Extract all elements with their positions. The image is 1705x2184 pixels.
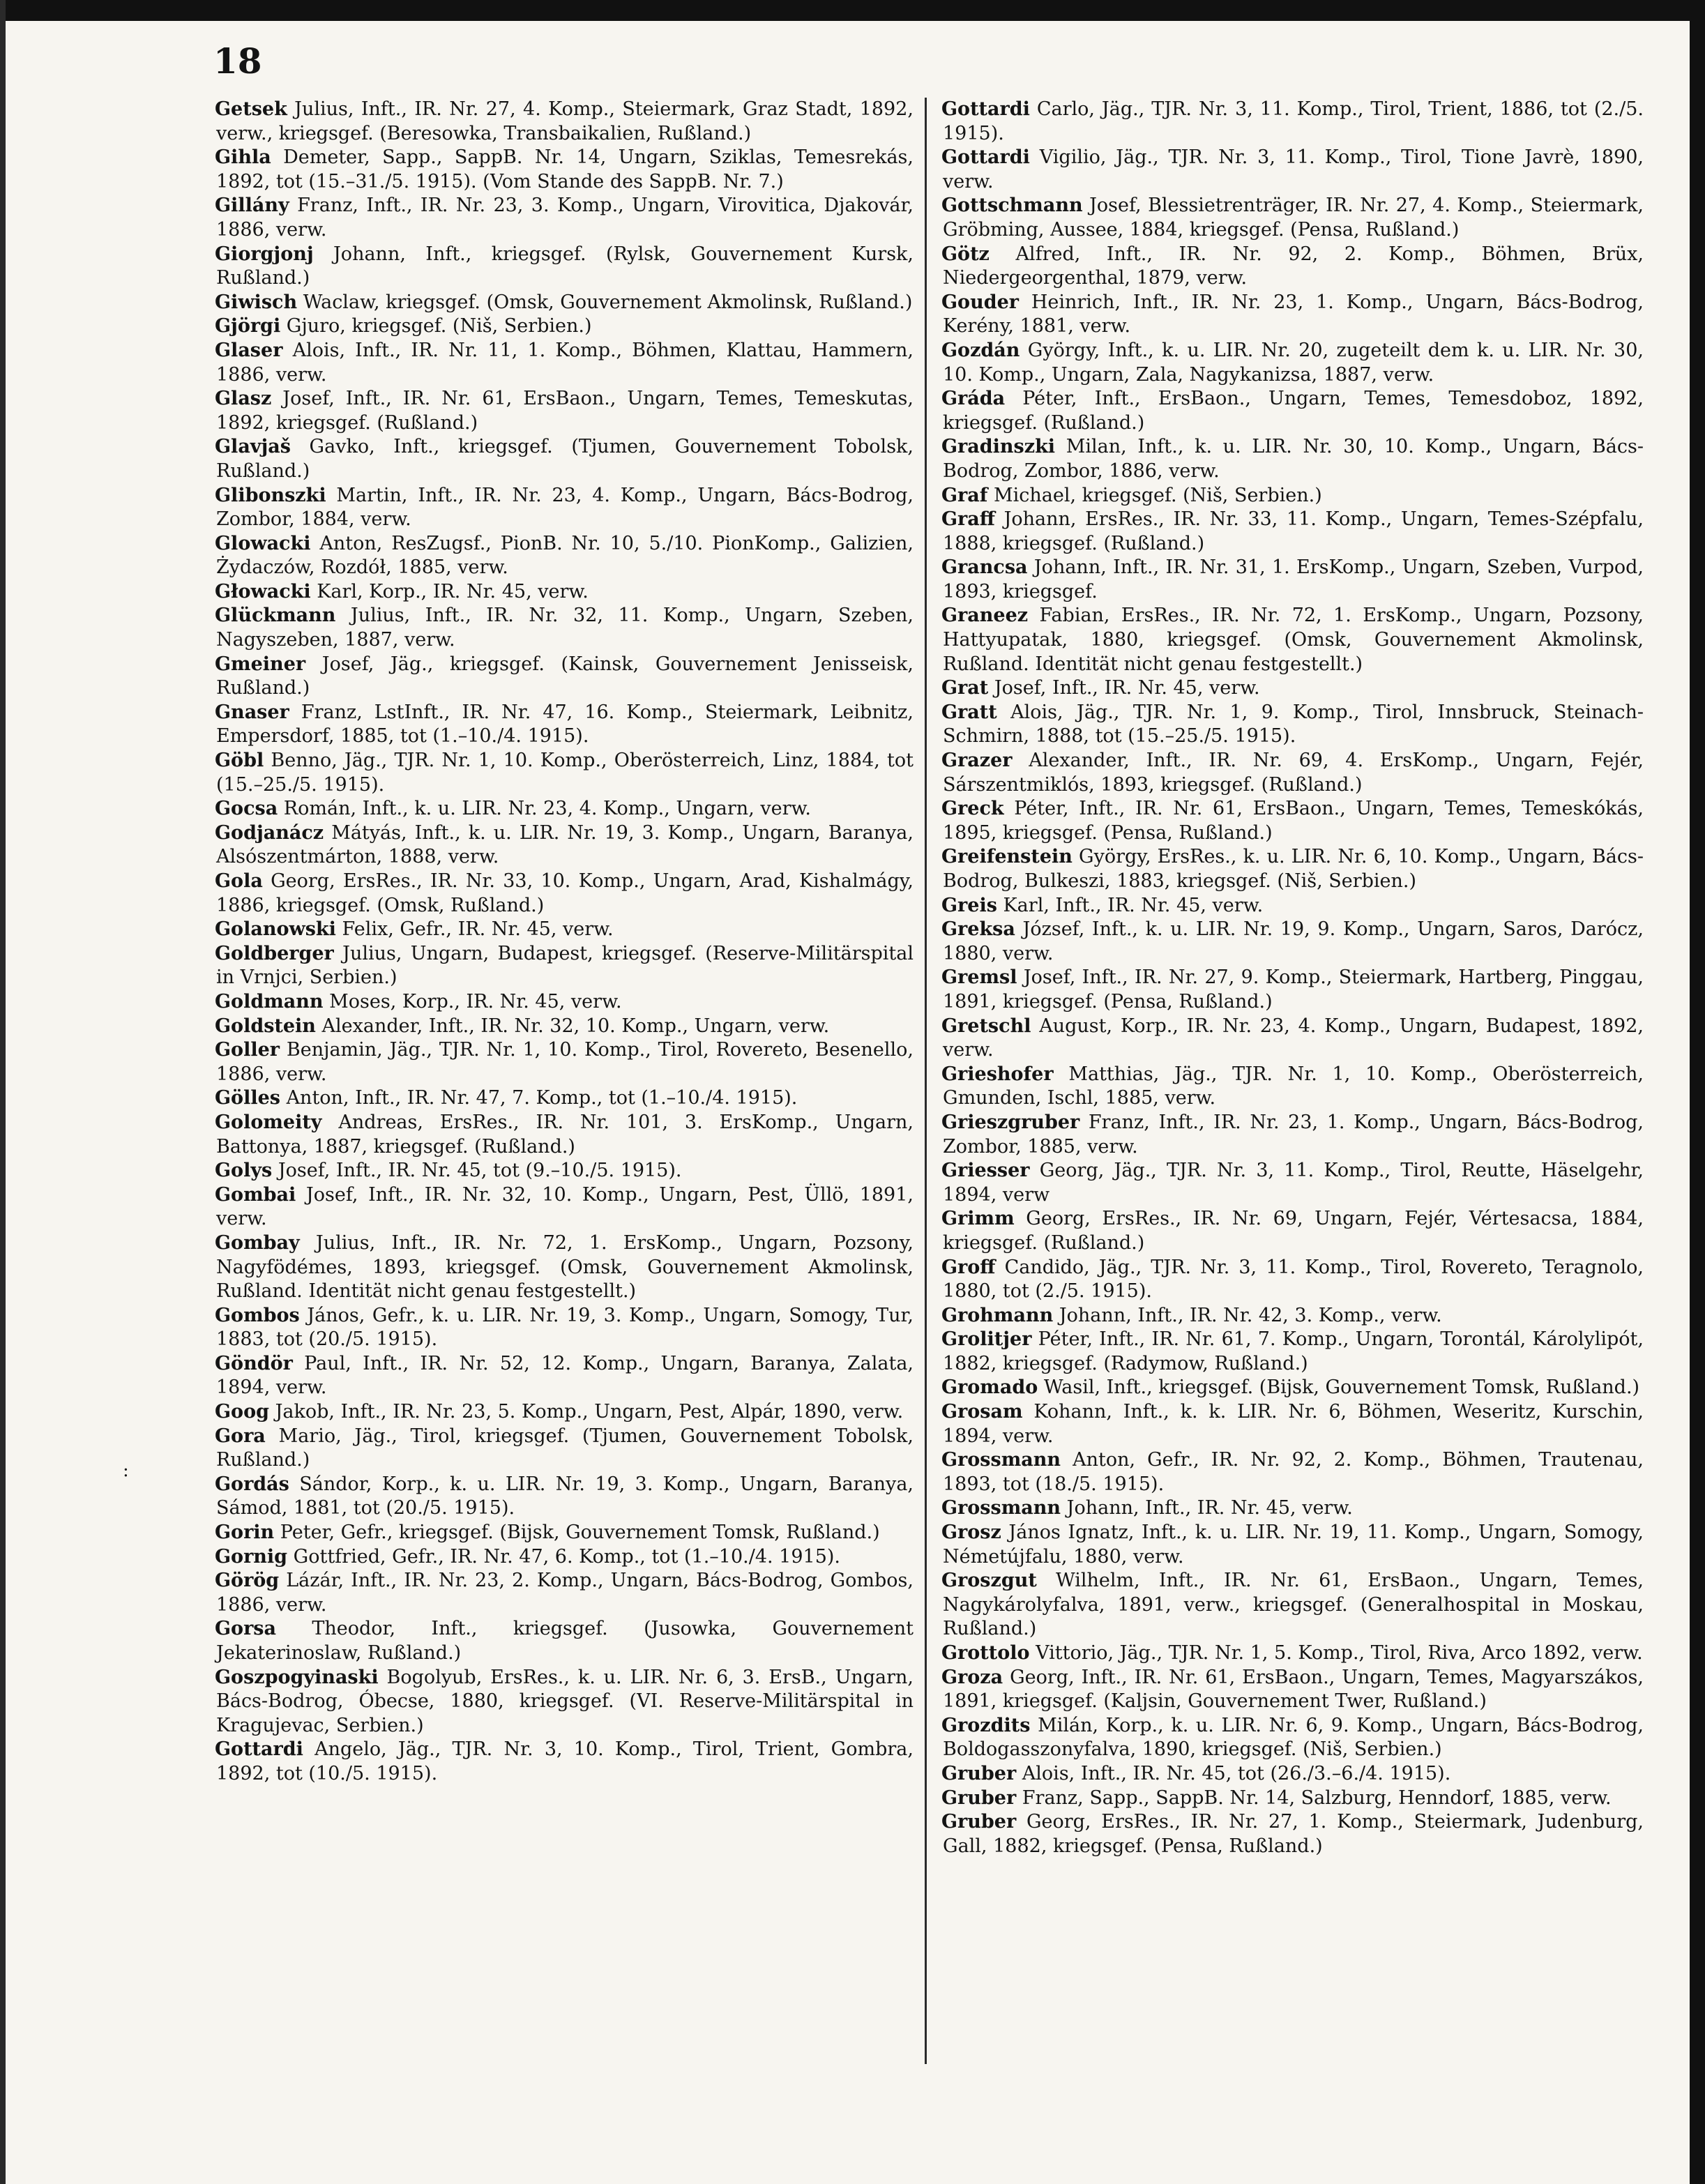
- left-column: [216, 98, 914, 1787]
- entry-details: Matthias, Jäg., TJR. Nr. 1, 10. Komp., Oberösterreich, Gmunden, Ischl, 1885, verw.: [943, 1063, 1644, 1109]
- entry-surname: Greck: [941, 798, 1004, 820]
- register-entry: [216, 942, 914, 990]
- scan-border-right: [1690, 0, 1705, 2184]
- register-entry: [943, 797, 1644, 845]
- entry-details: Candido, Jäg., TJR. Nr. 3, 11. Komp., Tirol, Rovereto, Teragnolo, 1880, tot (2./5. 1915).: [943, 1256, 1644, 1303]
- register-entry: [216, 1666, 914, 1738]
- register-entry: [216, 1400, 914, 1425]
- register-entry: [216, 484, 914, 532]
- register-entry: [216, 1086, 914, 1111]
- register-entry: [216, 1738, 914, 1786]
- register-entry: [943, 1762, 1644, 1787]
- entry-details: Román, Inft., k. u. LIR. Nr. 23, 4. Komp., Ungarn, verw.: [283, 798, 811, 820]
- entry-surname: Gremsl: [941, 966, 1017, 989]
- column-divider: [925, 98, 927, 2064]
- register-entry: [216, 314, 914, 339]
- entry-details: Vigilio, Jäg., TJR. Nr. 3, 11. Komp., Tirol, Tione Javrè, 1890, verw.: [943, 146, 1644, 192]
- entry-details: József, Inft., k. u. LIR. Nr. 19, 9. Komp., Ungarn, Saros, Darócz, 1880, verw.: [943, 918, 1644, 964]
- register-entry: [216, 243, 914, 291]
- register-entry: [943, 98, 1644, 146]
- entry-surname: Gnaser: [215, 701, 289, 723]
- register-entry: [943, 1714, 1644, 1762]
- register-entry: [943, 1207, 1644, 1255]
- entry-details: György, ErsRes., k. u. LIR. Nr. 6, 10. Komp., Ungarn, Bács-Bodrog, Bulkeszi, 1883, kriegsgef. (Niš, Serbien.): [943, 846, 1644, 892]
- register-entry: [216, 1159, 914, 1183]
- entry-surname: Gruber: [941, 1787, 1017, 1809]
- entry-details: Alexander, Inft., IR. Nr. 69, 4. ErsKomp., Ungarn, Fejér, Sárszentmiklós, 1893, kriegsgef. (Rußland.): [943, 750, 1644, 796]
- entry-surname: Gora: [215, 1425, 266, 1447]
- register-entry: [216, 580, 914, 605]
- entry-surname: Grossmann: [941, 1497, 1061, 1519]
- register-entry: [216, 291, 914, 315]
- register-entry: [216, 1545, 914, 1570]
- register-entry: [943, 1304, 1644, 1328]
- register-entry: [943, 894, 1644, 918]
- register-entry: [216, 918, 914, 942]
- entry-details: Peter, Gefr., kriegsgef. (Bijsk, Gouvernement Tomsk, Rußland.): [280, 1522, 880, 1544]
- entry-surname: Grimm: [941, 1208, 1015, 1230]
- register-entry: [216, 1111, 914, 1159]
- entry-surname: Gillány: [215, 195, 289, 217]
- page-number: 18: [213, 40, 262, 82]
- entry-details: Kohann, Inft., k. k. LIR. Nr. 6, Böhmen, Weseritz, Kurschin, 1894, verw.: [943, 1401, 1644, 1447]
- entry-details: Demeter, Sapp., SappB. Nr. 14, Ungarn, Sziklas, Temesrekás, 1892, tot (15.–31./5. 1915). (Vom Stande des SappB. Nr. 7.): [216, 146, 914, 192]
- register-entry: [216, 653, 914, 701]
- entry-surname: Görög: [215, 1570, 280, 1592]
- entry-details: Karl, Inft., IR. Nr. 45, verw.: [1003, 894, 1264, 916]
- entry-surname: Goldberger: [215, 942, 334, 964]
- entry-surname: Grosz: [941, 1522, 1001, 1544]
- entry-surname: Grossmann: [941, 1449, 1061, 1471]
- register-entry: [943, 1400, 1644, 1448]
- entry-surname: Gottschmann: [941, 195, 1083, 217]
- entry-surname: Grieshofer: [941, 1063, 1054, 1085]
- entry-details: August, Korp., IR. Nr. 23, 4. Komp., Ungarn, Budapest, 1892, verw.: [943, 1015, 1644, 1061]
- register-entry: [943, 1521, 1644, 1569]
- register-entry: [943, 243, 1644, 291]
- register-entry: [943, 1256, 1644, 1304]
- entry-details: Sándor, Korp., k. u. LIR. Nr. 19, 3. Komp., Ungarn, Baranya, Sámod, 1881, tot (20./5. 1915).: [216, 1473, 914, 1519]
- entry-details: Wilhelm, Inft., IR. Nr. 61, ErsBaon., Ungarn, Temes, Nagykárolyfalva, 1891, verw., kriegsgef. (Generalhospital in Moskau, Rußland.): [943, 1570, 1644, 1640]
- entry-surname: Groff: [941, 1256, 996, 1278]
- register-entry: [943, 1641, 1644, 1666]
- entry-details: Franz, Sapp., SappB. Nr. 14, Salzburg, Henndorf, 1885, verw.: [1022, 1787, 1612, 1809]
- entry-surname: Grat: [941, 677, 989, 699]
- entry-details: János, Gefr., k. u. LIR. Nr. 19, 3. Komp., Ungarn, Somogy, Tur, 1883, tot (20./5. 1915).: [216, 1304, 914, 1351]
- entry-surname: Gradinszki: [941, 436, 1056, 458]
- entry-details: Gottfried, Gefr., IR. Nr. 47, 6. Komp., tot (1.–10./4. 1915).: [293, 1545, 841, 1568]
- entry-surname: Gorsa: [215, 1618, 276, 1640]
- entry-details: Karl, Korp., IR. Nr. 45, verw.: [317, 580, 589, 602]
- entry-details: Andreas, ErsRes., IR. Nr. 101, 3. ErsKomp., Ungarn, Battonya, 1887, kriegsgef. (Rußland.): [216, 1111, 914, 1158]
- entry-details: Theodor, Inft., kriegsgef. (Jusowka, Gouvernement Jekaterinoslaw, Rußland.): [216, 1618, 914, 1664]
- register-entry: [943, 435, 1644, 483]
- register-entry: [216, 1231, 914, 1304]
- entry-details: Fabian, ErsRes., IR. Nr. 72, 1. ErsKomp., Ungarn, Pozsony, Hattyupatak, 1880, kriegsgef. (Omsk, Gouvernement Akmolinsk, Rußland. Identität nicht genau festgestellt.): [943, 605, 1644, 675]
- register-entry: [216, 604, 914, 652]
- entry-details: Milán, Korp., k. u. LIR. Nr. 6, 9. Komp., Ungarn, Bács-Bodrog, Boldogasszonyfalva, 1890, kriegsgef. (Niš, Serbien.): [943, 1714, 1644, 1761]
- entry-surname: Gola: [215, 870, 263, 892]
- register-entry: [216, 821, 914, 870]
- entry-surname: Grosam: [941, 1401, 1023, 1423]
- entry-details: Mario, Jäg., Tirol, kriegsgef. (Tjumen, Gouvernement Tobolsk, Rußland.): [216, 1425, 914, 1471]
- entry-surname: Götz: [941, 243, 990, 265]
- register-entry: [943, 676, 1644, 701]
- entry-surname: Gozdán: [941, 339, 1020, 361]
- entry-details: Alexander, Inft., IR. Nr. 32, 10. Komp., Ungarn, verw.: [321, 1015, 830, 1037]
- entry-surname: Giwisch: [215, 291, 298, 313]
- entry-surname: Groza: [941, 1666, 1003, 1688]
- entry-details: Martin, Inft., IR. Nr. 23, 4. Komp., Ungarn, Bács-Bodrog, Zombor, 1884, verw.: [216, 484, 914, 531]
- entry-details: Gjuro, kriegsgef. (Niš, Serbien.): [286, 315, 592, 338]
- register-entry: [216, 870, 914, 918]
- entry-surname: Grottolo: [941, 1642, 1030, 1664]
- entry-surname: Gihla: [215, 146, 271, 169]
- entry-surname: Godjanácz: [215, 821, 324, 844]
- entry-details: Péter, Inft., IR. Nr. 61, ErsBaon., Ungarn, Temes, Temeskókás, 1895, kriegsgef. (Pensa, Rußland.): [943, 798, 1644, 844]
- entry-details: Josef, Inft., IR. Nr. 61, ErsBaon., Ungarn, Temes, Temeskutas, 1892, kriegsgef. (Rußland.): [216, 388, 914, 434]
- entry-details: Franz, Inft., IR. Nr. 23, 1. Komp., Ungarn, Bács-Bodrog, Zombor, 1885, verw.: [943, 1111, 1644, 1158]
- entry-surname: Goszpogyinaski: [215, 1666, 379, 1688]
- entry-surname: Göbl: [215, 750, 264, 772]
- register-entry: [943, 556, 1644, 604]
- register-entry: [943, 1496, 1644, 1521]
- register-entry: [943, 484, 1644, 508]
- entry-details: Anton, Inft., IR. Nr. 47, 7. Komp., tot (1.–10./4. 1915).: [286, 1087, 798, 1109]
- register-entry: [216, 194, 914, 242]
- entry-details: Carlo, Jäg., TJR. Nr. 3, 11. Komp., Tirol, Trient, 1886, tot (2./5. 1915).: [943, 98, 1644, 144]
- entry-details: Johann, Inft., IR. Nr. 45, verw.: [1066, 1497, 1353, 1519]
- register-entry: [216, 435, 914, 483]
- entry-details: Anton, Gefr., IR. Nr. 92, 2. Komp., Böhmen, Trautenau, 1893, tot (18./5. 1915).: [943, 1449, 1644, 1495]
- entry-details: Michael, kriegsgef. (Niš, Serbien.): [994, 484, 1322, 506]
- entry-details: Julius, Inft., IR. Nr. 32, 11. Komp., Ungarn, Szeben, Nagyszeben, 1887, verw.: [216, 605, 914, 651]
- entry-surname: Graf: [941, 484, 988, 506]
- entry-details: Julius, Ungarn, Budapest, kriegsgef. (Reserve-Militärspital in Vrnjci, Serbien.): [216, 942, 914, 989]
- register-entry: [216, 339, 914, 387]
- entry-surname: Gorin: [215, 1522, 275, 1544]
- register-entry: [216, 98, 914, 146]
- entry-details: Franz, LstInft., IR. Nr. 47, 16. Komp., Steiermark, Leibnitz, Empersdorf, 1885, tot (1.–10./4. 1915).: [216, 701, 914, 748]
- register-entry: [943, 1159, 1644, 1207]
- entry-details: Josef, Inft., IR. Nr. 27, 9. Komp., Steiermark, Hartberg, Pinggau, 1891, kriegsgef. (Pensa, Rußland.): [943, 966, 1644, 1013]
- entry-details: Alois, Inft., IR. Nr. 45, tot (26./3.–6./4. 1915).: [1022, 1762, 1451, 1784]
- entry-details: Alois, Jäg., TJR. Nr. 1, 9. Komp., Tirol, Innsbruck, Steinach-Schmirn, 1888, tot (15.–25./5. 1915).: [943, 701, 1644, 748]
- register-entry: [943, 1015, 1644, 1063]
- entry-details: Bogolyub, ErsRes., k. u. LIR. Nr. 6, 3. ErsB., Ungarn, Bács-Bodrog, Óbecse, 1880, kriegsgef. (VI. Reserve-Militärspital in Kragujevac, Serbien.): [216, 1666, 914, 1736]
- register-entry: [216, 797, 914, 821]
- entry-surname: Gottardi: [215, 1738, 303, 1761]
- register-entry: [943, 604, 1644, 676]
- entry-surname: Gouder: [941, 291, 1019, 313]
- entry-details: Julius, Inft., IR. Nr. 27, 4. Komp., Steiermark, Graz Stadt, 1892, verw., kriegsgef. (Beresowka, Transbaikalien, Rußland.): [216, 98, 914, 144]
- register-entry: [943, 339, 1644, 387]
- entry-surname: Gruber: [941, 1811, 1017, 1833]
- entry-details: Péter, Inft., ErsBaon., Ungarn, Temes, Temesdoboz, 1892, kriegsgef. (Rußland.): [943, 388, 1644, 434]
- register-entry: [943, 291, 1644, 339]
- register-entry: [216, 1183, 914, 1231]
- margin-mark: :: [123, 1460, 129, 1481]
- entry-details: Lázár, Inft., IR. Nr. 23, 2. Komp., Ungarn, Bács-Bodrog, Gombos, 1886, verw.: [216, 1570, 914, 1616]
- register-entry: [943, 1111, 1644, 1159]
- register-entry: [943, 1810, 1644, 1858]
- entry-details: Georg, Inft., IR. Nr. 61, ErsBaon., Ungarn, Temes, Magyarszákos, 1891, kriegsgef. (Kaljsin, Gouvernement Twer, Rußland.): [943, 1666, 1644, 1713]
- entry-surname: Graneez: [941, 605, 1029, 627]
- entry-surname: Gordás: [215, 1473, 289, 1495]
- scan-border-left: [0, 0, 6, 2184]
- entry-surname: Greksa: [941, 918, 1015, 941]
- entry-surname: Gratt: [941, 701, 997, 723]
- entry-surname: Grazer: [941, 750, 1013, 772]
- entry-surname: Glückmann: [215, 605, 336, 627]
- register-entry: [216, 1304, 914, 1352]
- register-entry: [943, 146, 1644, 194]
- entry-details: Josef, Inft., IR. Nr. 32, 10. Komp., Ungarn, Pest, Üllö, 1891, verw.: [216, 1183, 914, 1230]
- entry-details: Josef, Jäg., kriegsgef. (Kainsk, Gouvernement Jenisseisk, Rußland.): [216, 653, 914, 699]
- entry-details: Moses, Korp., IR. Nr. 45, verw.: [329, 990, 622, 1013]
- register-entry: [943, 1666, 1644, 1714]
- register-entry: [943, 387, 1644, 435]
- entry-surname: Greis: [941, 894, 997, 916]
- entry-surname: Gölles: [215, 1087, 280, 1109]
- entry-surname: Glaser: [215, 339, 283, 361]
- entry-surname: Grancsa: [941, 556, 1028, 579]
- entry-surname: Głowacki: [215, 580, 311, 602]
- entry-details: Benno, Jäg., TJR. Nr. 1, 10. Komp., Oberösterreich, Linz, 1884, tot (15.–25./5. 1915).: [216, 750, 914, 796]
- entry-details: Josef, Inft., IR. Nr. 45, tot (9.–10./5. 1915).: [278, 1160, 682, 1182]
- register-entry: [216, 1473, 914, 1521]
- entry-details: Wasil, Inft., kriegsgef. (Bijsk, Gouvernement Tomsk, Rußland.): [1043, 1377, 1640, 1399]
- register-entry: [216, 1569, 914, 1617]
- register-entry: [216, 146, 914, 194]
- entry-details: Péter, Inft., IR. Nr. 61, 7. Komp., Ungarn, Torontál, Károlylipót, 1882, kriegsgef. (Radymow, Rußland.): [943, 1328, 1644, 1374]
- entry-details: György, Inft., k. u. LIR. Nr. 20, zugeteilt dem k. u. LIR. Nr. 30, 10. Komp., Ungarn, Zala, Nagykanizsa, 1887, verw.: [943, 339, 1644, 386]
- entry-surname: Glowacki: [215, 532, 311, 554]
- register-entry: [943, 701, 1644, 749]
- entry-details: Julius, Inft., IR. Nr. 72, 1. ErsKomp., Ungarn, Pozsony, Nagyfödémes, 1893, kriegsgef. (Omsk, Gouvernement Akmolinsk, Rußland. Identität nicht genau festgestellt.): [216, 1231, 914, 1303]
- register-entry: [943, 749, 1644, 797]
- entry-surname: Gottardi: [941, 98, 1030, 120]
- entry-details: Georg, Jäg., TJR. Nr. 3, 11. Komp., Tirol, Reutte, Häselgehr, 1894, verw: [943, 1160, 1644, 1206]
- entry-details: Milan, Inft., k. u. LIR. Nr. 30, 10. Komp., Ungarn, Bács-Bodrog, Zombor, 1886, verw.: [943, 436, 1644, 482]
- entry-details: Johann, ErsRes., IR. Nr. 33, 11. Komp., Ungarn, Temes-Szépfalu, 1888, kriegsgef. (Rußland.): [943, 508, 1644, 554]
- entry-surname: Gromado: [941, 1377, 1038, 1399]
- entry-surname: Gruber: [941, 1762, 1017, 1784]
- entry-details: Heinrich, Inft., IR. Nr. 23, 1. Komp., Ungarn, Bács-Bodrog, Kerény, 1881, verw.: [943, 291, 1644, 338]
- entry-details: János Ignatz, Inft., k. u. LIR. Nr. 19, 11. Komp., Ungarn, Somogy, Németújfalu, 1880, verw.: [943, 1522, 1644, 1568]
- register-entry: [943, 1569, 1644, 1641]
- right-column: [943, 98, 1644, 1858]
- register-entry: [943, 845, 1644, 893]
- register-entry: [216, 990, 914, 1015]
- register-entry: [216, 749, 914, 797]
- entry-surname: Golanowski: [215, 918, 336, 941]
- register-entry: [216, 1617, 914, 1665]
- entry-details: Mátyás, Inft., k. u. LIR. Nr. 19, 3. Komp., Ungarn, Baranya, Alsószentmárton, 1888, verw.: [216, 821, 914, 868]
- entry-surname: Giorgjonj: [215, 243, 314, 265]
- entry-details: Benjamin, Jäg., TJR. Nr. 1, 10. Komp., Tirol, Rovereto, Besenello, 1886, verw.: [216, 1039, 914, 1085]
- register-entry: [943, 1448, 1644, 1496]
- register-entry: [943, 1376, 1644, 1400]
- entry-surname: Glavjaš: [215, 436, 291, 458]
- entry-surname: Groszgut: [941, 1570, 1037, 1592]
- entry-details: Paul, Inft., IR. Nr. 52, 12. Komp., Ungarn, Baranya, Zalata, 1894, verw.: [216, 1352, 914, 1399]
- entry-details: Alois, Inft., IR. Nr. 11, 1. Komp., Böhmen, Klattau, Hammern, 1886, verw.: [216, 339, 914, 386]
- entry-surname: Grieszgruber: [941, 1111, 1080, 1133]
- entry-surname: Grolitjer: [941, 1328, 1032, 1351]
- entry-details: Gavko, Inft., kriegsgef. (Tjumen, Gouvernement Tobolsk, Rußland.): [216, 436, 914, 482]
- entry-details: Alfred, Inft., IR. Nr. 92, 2. Komp., Böhmen, Brüx, Niedergeorgenthal, 1879, verw.: [943, 243, 1644, 289]
- register-entry: [216, 1038, 914, 1086]
- register-entry: [216, 1521, 914, 1545]
- entry-details: Georg, ErsRes., IR. Nr. 33, 10. Komp., Ungarn, Arad, Kishalmágy, 1886, kriegsgef. (Omsk, Rußland.): [216, 870, 914, 916]
- entry-details: Georg, ErsRes., IR. Nr. 27, 1. Komp., Steiermark, Judenburg, Gall, 1882, kriegsgef. (Pensa, Rußland.): [943, 1811, 1644, 1857]
- entry-surname: Gornig: [215, 1545, 288, 1568]
- register-entry: [943, 918, 1644, 966]
- register-entry: [943, 1787, 1644, 1811]
- entry-surname: Gombos: [215, 1304, 300, 1326]
- entry-surname: Golomeity: [215, 1111, 322, 1133]
- entry-surname: Gottardi: [941, 146, 1030, 169]
- entry-details: Angelo, Jäg., TJR. Nr. 3, 10. Komp., Tirol, Trient, Gombra, 1892, tot (10./5. 1915).: [216, 1738, 914, 1784]
- entry-details: Johann, Inft., IR. Nr. 31, 1. ErsKomp., Ungarn, Szeben, Vurpod, 1893, kriegsgef.: [943, 556, 1644, 602]
- register-entry: [216, 532, 914, 580]
- register-entry: [216, 1352, 914, 1400]
- entry-details: Felix, Gefr., IR. Nr. 45, verw.: [342, 918, 614, 941]
- entry-surname: Gocsa: [215, 798, 278, 820]
- entry-surname: Gombai: [215, 1183, 296, 1206]
- register-entry: [943, 1328, 1644, 1376]
- scan-border-top: [0, 0, 1705, 21]
- entry-surname: Gretschl: [941, 1015, 1031, 1037]
- entry-details: Franz, Inft., IR. Nr. 23, 3. Komp., Ungarn, Virovitica, Djakovár, 1886, verw.: [216, 195, 914, 241]
- entry-details: Josef, Blessietrenträger, IR. Nr. 27, 4. Komp., Steiermark, Gröbming, Aussee, 1884, kriegsgef. (Pensa, Rußland.): [943, 195, 1644, 241]
- entry-surname: Gombay: [215, 1231, 300, 1254]
- entry-details: Johann, Inft., kriegsgef. (Rylsk, Gouvernement Kursk, Rußland.): [216, 243, 914, 289]
- entry-surname: Golys: [215, 1160, 273, 1182]
- entry-surname: Grozdits: [941, 1714, 1031, 1736]
- entry-details: Waclaw, kriegsgef. (Omsk, Gouvernement Akmolinsk, Rußland.): [303, 291, 913, 313]
- entry-surname: Goog: [215, 1401, 269, 1423]
- entry-surname: Glasz: [215, 388, 272, 410]
- register-entry: [216, 1425, 914, 1473]
- register-entry: [943, 508, 1644, 556]
- entry-surname: Greifenstein: [941, 846, 1073, 868]
- entry-surname: Graff: [941, 508, 995, 531]
- register-entry: [216, 1015, 914, 1039]
- entry-surname: Gráda: [941, 388, 1006, 410]
- entry-details: Vittorio, Jäg., TJR. Nr. 1, 5. Komp., Tirol, Riva, Arco 1892, verw.: [1036, 1642, 1643, 1664]
- entry-surname: Gjörgi: [215, 315, 281, 338]
- register-entry: [943, 1063, 1644, 1111]
- entry-details: Johann, Inft., IR. Nr. 42, 3. Komp., verw.: [1059, 1304, 1442, 1326]
- entry-surname: Grohmann: [941, 1304, 1054, 1326]
- register-entry: [943, 194, 1644, 242]
- entry-surname: Glibonszki: [215, 484, 326, 506]
- entry-surname: Getsek: [215, 98, 287, 120]
- entry-details: Anton, ResZugsf., PionB. Nr. 10, 5./10. PionKomp., Galizien, Żydaczów, Rozdół, 1885, verw.: [216, 532, 914, 579]
- entry-surname: Griesser: [941, 1160, 1030, 1182]
- register-entry: [216, 387, 914, 435]
- entry-details: Josef, Inft., IR. Nr. 45, verw.: [994, 677, 1260, 699]
- register-entry: [943, 966, 1644, 1014]
- entry-surname: Goller: [215, 1039, 280, 1061]
- entry-details: Georg, ErsRes., IR. Nr. 69, Ungarn, Fejér, Vértesacsa, 1884, kriegsgef. (Rußland.): [943, 1208, 1644, 1254]
- entry-details: Jakob, Inft., IR. Nr. 23, 5. Komp., Ungarn, Pest, Alpár, 1890, verw.: [275, 1401, 904, 1423]
- register-entry: [216, 701, 914, 749]
- entry-surname: Göndör: [215, 1352, 293, 1374]
- entry-surname: Goldmann: [215, 990, 324, 1013]
- entry-surname: Goldstein: [215, 1015, 316, 1037]
- entry-surname: Gmeiner: [215, 653, 306, 675]
